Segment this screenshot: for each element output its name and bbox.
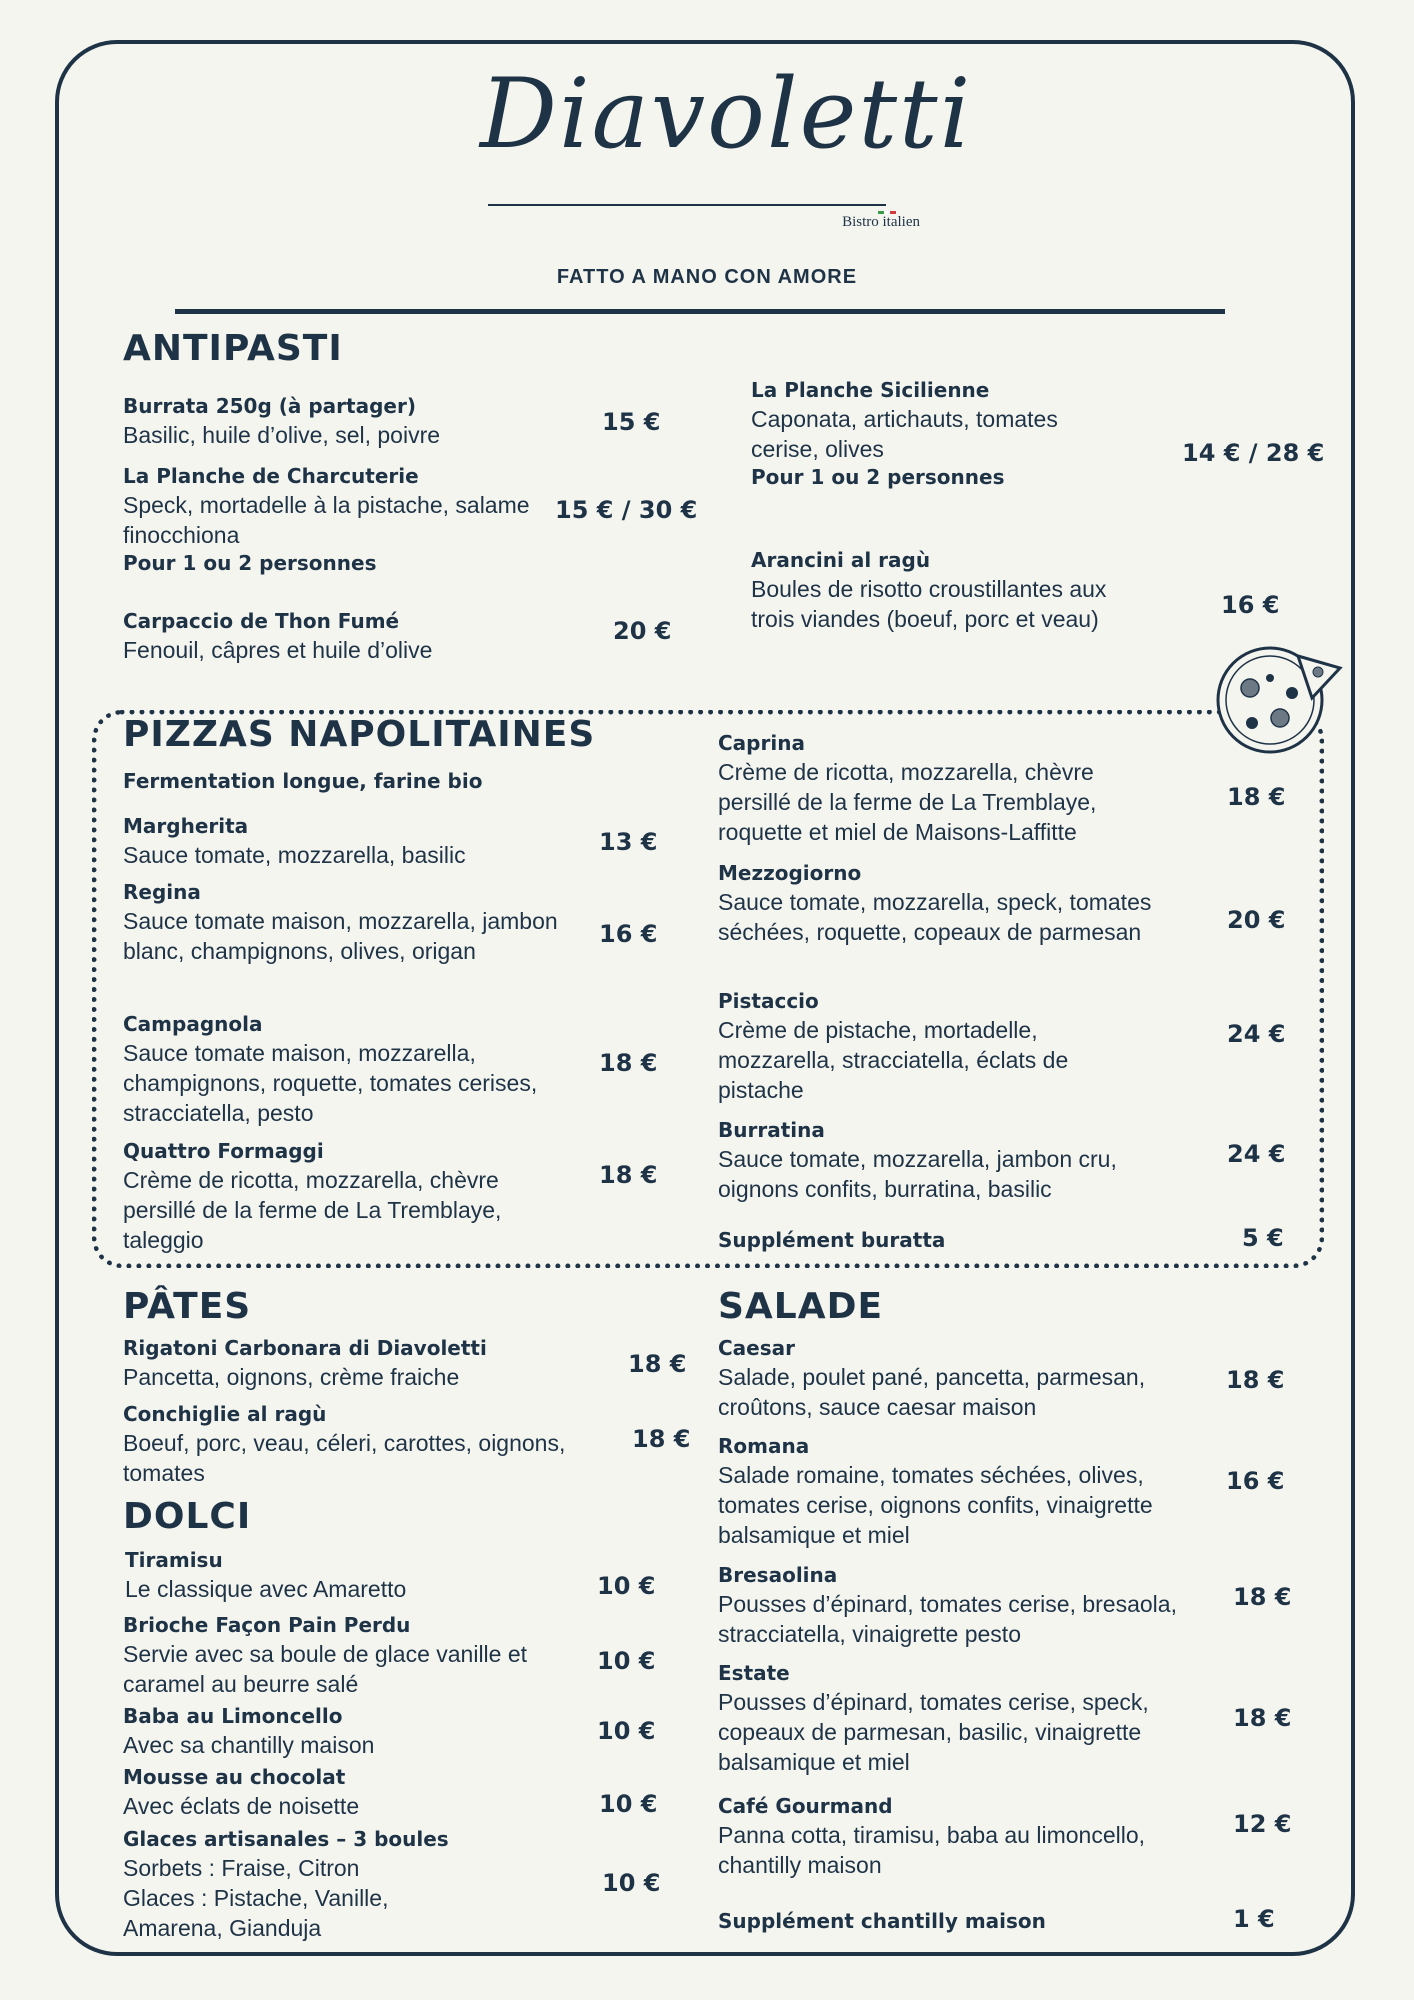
item-name: Caprina (718, 731, 805, 755)
menu-item (751, 377, 1121, 491)
item-name: Rigatoni Carbonara di Diavoletti (123, 1336, 487, 1360)
item-name: Margherita (123, 814, 249, 838)
item-price: 16 € (599, 920, 658, 948)
section-title-dolci: DOLCI (123, 1496, 252, 1537)
menu-item (718, 1117, 1198, 1204)
menu-item (123, 1138, 563, 1255)
item-name: Bresaolina (718, 1563, 838, 1587)
section-title-salade: SALADE (718, 1286, 884, 1327)
item-price: 10 € (597, 1572, 656, 1600)
item-name: Quattro Formaggi (123, 1139, 324, 1163)
item-name: Estate (718, 1661, 790, 1685)
item-price: 18 € (1227, 783, 1286, 811)
item-price: 20 € (613, 617, 672, 645)
menu-item (718, 1335, 1218, 1422)
item-name: Caesar (718, 1336, 796, 1360)
item-description: Le classique avec Amaretto (125, 1576, 407, 1602)
item-price: 18 € (599, 1049, 658, 1077)
section-subtitle: Fermentation longue, farine bio (123, 769, 483, 793)
logo-underline (488, 204, 886, 206)
item-description: Avec sa chantilly maison (123, 1732, 375, 1758)
item-name: Conchiglie al ragù (123, 1402, 327, 1426)
menu-item (123, 1011, 543, 1128)
section-title-pates: PÂTES (123, 1286, 252, 1327)
divider (175, 309, 1225, 314)
item-name: Romana (718, 1434, 810, 1458)
item-name: Mezzogiorno (718, 861, 862, 885)
item-description: Sauce tomate maison, mozzarella, champignons, roquette, tomates cerises, stracciatella, pesto (123, 1040, 538, 1126)
item-description: Salade, poulet pané, pancetta, parmesan, croûtons, sauce caesar maison (718, 1364, 1146, 1420)
item-name: Carpaccio de Thon Fumé (123, 609, 400, 633)
item-description: Crème de ricotta, mozzarella, chèvre persillé de la ferme de La Tremblaye, taleggio (123, 1167, 502, 1253)
item-price: 16 € (1221, 591, 1280, 619)
menu-item (718, 860, 1158, 947)
item-description: Boeuf, porc, veau, céleri, carottes, oignons, tomates (123, 1430, 566, 1486)
supplement-price: 1 € (1233, 1905, 1275, 1933)
item-name: Campagnola (123, 1012, 263, 1036)
item-name: Burrata 250g (à partager) (123, 394, 416, 418)
item-name: La Planche Sicilienne (751, 378, 990, 402)
item-description: Sauce tomate maison, mozzarella, jambon blanc, champignons, olives, origan (123, 908, 558, 964)
italian-flag-icon (878, 201, 896, 204)
item-price: 10 € (597, 1647, 656, 1675)
item-description: Fenouil, câpres et huile d’olive (123, 637, 433, 663)
menu-item (123, 393, 543, 450)
item-price: 24 € (1227, 1140, 1286, 1168)
menu-item (123, 1401, 633, 1488)
item-price: 18 € (1233, 1583, 1292, 1611)
item-price: 24 € (1227, 1020, 1286, 1048)
supplement-price: 5 € (1242, 1224, 1284, 1252)
item-name: Burratina (718, 1118, 825, 1142)
item-description: Caponata, artichauts, tomates cerise, olives (751, 406, 1058, 462)
item-note: Pour 1 ou 2 personnes (123, 551, 377, 575)
menu-item (718, 988, 1138, 1105)
item-note: Pour 1 ou 2 personnes (751, 465, 1005, 489)
menu-item (125, 1547, 565, 1604)
item-description: Pancetta, oignons, crème fraiche (123, 1364, 460, 1390)
menu-item (718, 1433, 1218, 1550)
item-price: 15 € / 30 € (555, 496, 698, 524)
item-name: Café Gourmand (718, 1794, 893, 1818)
item-description: Crème de ricotta, mozzarella, chèvre persillé de la ferme de La Tremblaye, roquette et miel de Maisons-Laffitte (718, 759, 1097, 845)
item-name: Arancini al ragù (751, 548, 931, 572)
item-description: Panna cotta, tiramisu, baba au limoncello, chantilly maison (718, 1822, 1146, 1878)
item-name: La Planche de Charcuterie (123, 464, 419, 488)
section-title-pizzas: PIZZAS NAPOLITAINES (123, 714, 596, 755)
item-description: Sauce tomate, mozzarella, speck, tomates séchées, roquette, copeaux de parmesan (718, 889, 1152, 945)
item-name: Baba au Limoncello (123, 1704, 343, 1728)
pizza-icon (1200, 638, 1345, 758)
item-price: 18 € (628, 1350, 687, 1378)
menu-item (123, 608, 543, 665)
menu-item (718, 1660, 1218, 1777)
item-description: Glaces : Pistache, Vanille, Amarena, Gianduja (123, 1885, 389, 1941)
item-price: 12 € (1233, 1810, 1292, 1838)
menu-item (718, 730, 1158, 847)
item-price: 15 € (602, 408, 661, 436)
supplement-name: Supplément buratta (718, 1228, 946, 1252)
menu-item (123, 1764, 563, 1821)
item-price: 18 € (599, 1161, 658, 1189)
menu-item (718, 1562, 1218, 1649)
item-price: 18 € (1226, 1366, 1285, 1394)
item-name: Brioche Façon Pain Perdu (123, 1613, 411, 1637)
item-price: 18 € (632, 1425, 691, 1453)
item-description: Boules de risotto croustillantes aux trois viandes (boeuf, porc et veau) (751, 576, 1107, 632)
menu-item (718, 1793, 1158, 1880)
item-name: Glaces artisanales – 3 boules (123, 1827, 449, 1851)
item-description: Servie avec sa boule de glace vanille et caramel au beurre salé (123, 1641, 528, 1697)
item-description: Sorbets : Fraise, Citron (123, 1855, 360, 1881)
item-price: 18 € (1233, 1704, 1292, 1732)
menu-item (123, 463, 533, 577)
item-price: 10 € (599, 1790, 658, 1818)
brand-subtitle: Bistro italien (842, 214, 920, 230)
item-price: 20 € (1227, 906, 1286, 934)
item-price: 10 € (597, 1717, 656, 1745)
item-description: Basilic, huile d’olive, sel, poivre (123, 422, 441, 448)
menu-item (123, 1335, 633, 1392)
item-price: 13 € (599, 828, 658, 856)
item-name: Regina (123, 880, 201, 904)
brand-name: Diavoletti (480, 58, 973, 170)
item-name: Pistaccio (718, 989, 819, 1013)
item-price: 14 € / 28 € (1182, 439, 1325, 467)
item-description: Salade romaine, tomates séchées, olives, tomates cerise, oignons confits, vinaigrette balsamique et miel (718, 1462, 1153, 1548)
tagline: FATTO A MANO CON AMORE (556, 266, 858, 288)
menu-item (123, 879, 563, 966)
item-name: Tiramisu (125, 1548, 223, 1572)
menu-item (123, 1612, 563, 1699)
menu-item (123, 1826, 563, 1943)
item-description: Avec éclats de noisette (123, 1793, 360, 1819)
item-name: Mousse au chocolat (123, 1765, 346, 1789)
item-price: 10 € (602, 1869, 661, 1897)
item-description: Crème de pistache, mortadelle, mozzarella, stracciatella, éclats de pistache (718, 1017, 1069, 1103)
item-description: Pousses d’épinard, tomates cerise, speck, copeaux de parmesan, basilic, vinaigrette balsamique et miel (718, 1689, 1149, 1775)
item-description: Sauce tomate, mozzarella, jambon cru, oignons confits, burratina, basilic (718, 1146, 1117, 1202)
menu-item (123, 1703, 563, 1760)
item-price: 16 € (1226, 1467, 1285, 1495)
menu-item (123, 813, 563, 870)
item-description: Pousses d’épinard, tomates cerise, bresaola, stracciatella, vinaigrette pesto (718, 1591, 1177, 1647)
menu-item (751, 547, 1131, 634)
supplement-name: Supplément chantilly maison (718, 1909, 1046, 1933)
item-description: Speck, mortadelle à la pistache, salame finocchiona (123, 492, 530, 548)
brand-logo (480, 58, 973, 238)
item-description: Sauce tomate, mozzarella, basilic (123, 842, 466, 868)
section-title-antipasti: ANTIPASTI (123, 328, 343, 369)
